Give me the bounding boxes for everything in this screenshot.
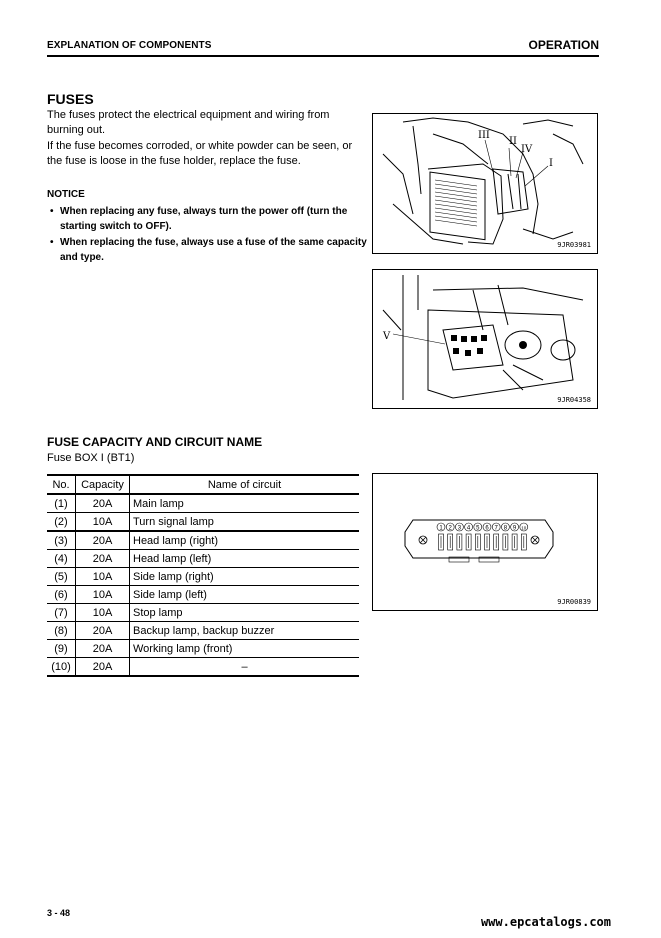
cell-capacity: 20A bbox=[76, 531, 130, 550]
section-title: EXPLANATION OF COMPONENTS bbox=[47, 40, 212, 51]
cell-no: (5) bbox=[47, 568, 76, 586]
table-row bbox=[47, 622, 359, 640]
bullet-icon: • bbox=[50, 206, 54, 217]
table-row bbox=[47, 494, 359, 513]
cell-circuit: Working lamp (front) bbox=[130, 640, 360, 658]
label-v: V bbox=[383, 331, 391, 342]
figure-fuse-box-location bbox=[372, 113, 598, 254]
column-header-circuit: Name of circuit bbox=[130, 475, 360, 494]
capacity-section-title: FUSE CAPACITY AND CIRCUIT NAME bbox=[47, 435, 263, 449]
cell-circuit: Stop lamp bbox=[130, 604, 360, 622]
label-iii: III bbox=[478, 130, 490, 141]
table-row bbox=[47, 531, 359, 550]
cell-no: (3) bbox=[47, 531, 76, 550]
notice-list bbox=[47, 204, 369, 266]
column-header-no: No. bbox=[47, 475, 76, 494]
cell-capacity: 20A bbox=[76, 550, 130, 568]
fuses-paragraph-2: If the fuse becomes corroded, or white powder can be seen, or the fuse is loose in the fuse holder, replace the fuse. bbox=[47, 140, 353, 167]
table-row bbox=[47, 658, 359, 677]
fuse-number-label: 5 bbox=[476, 525, 480, 532]
header-rule bbox=[47, 55, 599, 57]
fuse-box-label: Fuse BOX I (BT1) bbox=[47, 452, 135, 464]
label-iv: IV bbox=[521, 144, 533, 155]
fuse-number-label: 3 bbox=[457, 525, 462, 532]
cell-no: (9) bbox=[47, 640, 76, 658]
fuse-box-location-drawing bbox=[373, 114, 597, 253]
cell-no: (6) bbox=[47, 586, 76, 604]
figure-fuse-box-v-location bbox=[372, 269, 598, 409]
cell-circuit: Main lamp bbox=[130, 494, 360, 513]
cell-circuit: Head lamp (left) bbox=[130, 550, 360, 568]
notice-item bbox=[47, 204, 369, 234]
notice-item bbox=[47, 235, 369, 265]
figure-fuse-box-diagram bbox=[372, 473, 598, 611]
fuse-number-label: 1 bbox=[439, 525, 443, 532]
cell-no: (1) bbox=[47, 494, 76, 513]
fuse-number-label: 4 bbox=[466, 525, 471, 532]
fuse-number-label: 2 bbox=[448, 525, 452, 532]
fuse-number-label: 6 bbox=[485, 525, 489, 532]
cell-no: (10) bbox=[47, 658, 76, 677]
fuse-box-diagram-drawing bbox=[373, 474, 597, 610]
table-header-row bbox=[47, 475, 359, 494]
fuse-capacity-table bbox=[47, 474, 359, 677]
fuses-paragraph-1: The fuses protect the electrical equipment and wiring from burning out. bbox=[47, 109, 330, 136]
cell-no: (8) bbox=[47, 622, 76, 640]
label-i: I bbox=[549, 158, 553, 169]
fuses-title: FUSES bbox=[47, 91, 94, 107]
cell-no: (2) bbox=[47, 513, 76, 532]
cell-circuit: – bbox=[130, 658, 360, 677]
chapter-title: OPERATION bbox=[528, 38, 599, 52]
cell-capacity: 10A bbox=[76, 513, 130, 532]
cell-capacity: 10A bbox=[76, 568, 130, 586]
bullet-icon: • bbox=[50, 237, 54, 248]
cell-capacity: 10A bbox=[76, 586, 130, 604]
cell-circuit: Backup lamp, backup buzzer bbox=[130, 622, 360, 640]
cell-capacity: 20A bbox=[76, 640, 130, 658]
cell-capacity: 20A bbox=[76, 494, 130, 513]
table-row bbox=[47, 604, 359, 622]
table-row bbox=[47, 640, 359, 658]
cell-capacity: 20A bbox=[76, 622, 130, 640]
cell-capacity: 20A bbox=[76, 658, 130, 677]
watermark: www.epcatalogs.com bbox=[480, 915, 611, 929]
fuse-number-label: 9 bbox=[512, 525, 517, 532]
table-row bbox=[47, 550, 359, 568]
table-row bbox=[47, 586, 359, 604]
cell-circuit: Side lamp (right) bbox=[130, 568, 360, 586]
cell-no: (7) bbox=[47, 604, 76, 622]
cell-circuit: Head lamp (right) bbox=[130, 531, 360, 550]
cell-circuit: Turn signal lamp bbox=[130, 513, 360, 532]
cell-no: (4) bbox=[47, 550, 76, 568]
notice-item-text: When replacing any fuse, always turn the power off (turn the starting switch to OFF). bbox=[60, 206, 348, 232]
figure-code: 9JR00839 bbox=[557, 598, 591, 606]
column-header-capacity: Capacity bbox=[76, 475, 130, 494]
table-row bbox=[47, 513, 359, 532]
fuse-number-label: 10 bbox=[521, 525, 527, 531]
figure-code: 9JR04358 bbox=[557, 396, 591, 404]
label-ii: II bbox=[509, 136, 517, 147]
figure-code: 9JR03981 bbox=[557, 241, 591, 249]
fuse-box-v-drawing bbox=[373, 270, 597, 408]
page-number: 3 - 48 bbox=[47, 908, 71, 918]
table-row bbox=[47, 568, 359, 586]
notice-item-text: When replacing the fuse, always use a fuse of the same capacity and type. bbox=[60, 237, 367, 263]
fuse-number-label: 8 bbox=[503, 525, 508, 532]
fuse-number-label: 7 bbox=[494, 525, 498, 532]
notice-heading: NOTICE bbox=[47, 189, 85, 200]
cell-capacity: 10A bbox=[76, 604, 130, 622]
cell-circuit: Side lamp (left) bbox=[130, 586, 360, 604]
